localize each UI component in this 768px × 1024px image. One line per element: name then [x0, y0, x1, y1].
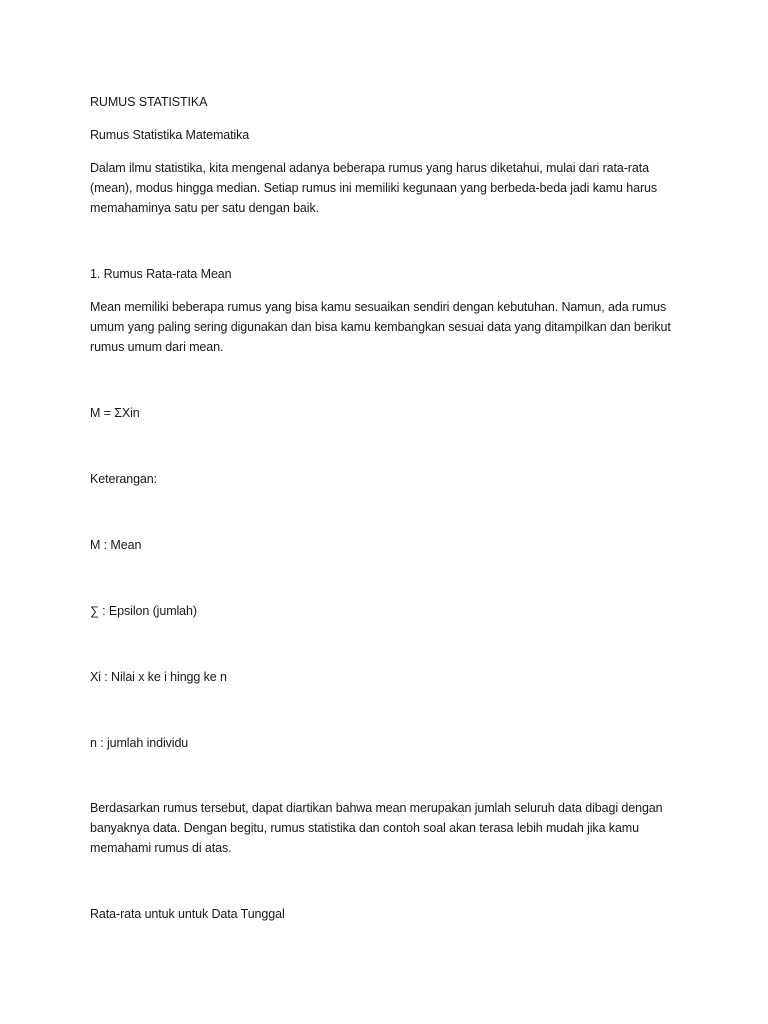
conclusion-paragraph: Berdasarkan rumus tersebut, dapat diartikan bahwa mean merupakan jumlah seluruh data dibagi dengan banyaknya data. Dengan begitu, rumus statistika dan contoh soal akan terasa lebih mudah jika kamu memahami rumus di atas. [90, 801, 663, 855]
document-title: RUMUS STATISTIKA [90, 95, 208, 109]
definition-epsilon: ∑ : Epsilon (jumlah) [90, 604, 197, 618]
section-heading-data-tunggal: Rata-rata untuk untuk Data Tunggal [90, 907, 285, 921]
definition-mean: M : Mean [90, 538, 142, 552]
document-subtitle: Rumus Statistika Matematika [90, 128, 250, 142]
intro-paragraph: Dalam ilmu statistika, kita mengenal adanya beberapa rumus yang harus diketahui, mulai dari rata-rata (mean), modus hingga median. Setiap rumus ini memiliki kegunaan yang berbeda-beda jadi kamu harus memahaminya satu per satu dengan baik. [90, 161, 658, 215]
mean-formula: M = ΣXin [90, 406, 140, 420]
definition-xi: Xi : Nilai x ke i hingg ke n [90, 670, 227, 684]
keterangan-label: Keterangan: [90, 472, 158, 486]
section-heading-mean: 1. Rumus Rata-rata Mean [90, 267, 232, 281]
definition-n: n : jumlah individu [90, 736, 189, 750]
mean-paragraph: Mean memiliki beberapa rumus yang bisa kamu sesuaikan sendiri dengan kebutuhan. Namun, ada rumus umum yang paling sering digunakan dan bisa kamu kembangkan sesuai data yang ditampilkan dan berikut rumus umum dari mean. [90, 300, 671, 354]
